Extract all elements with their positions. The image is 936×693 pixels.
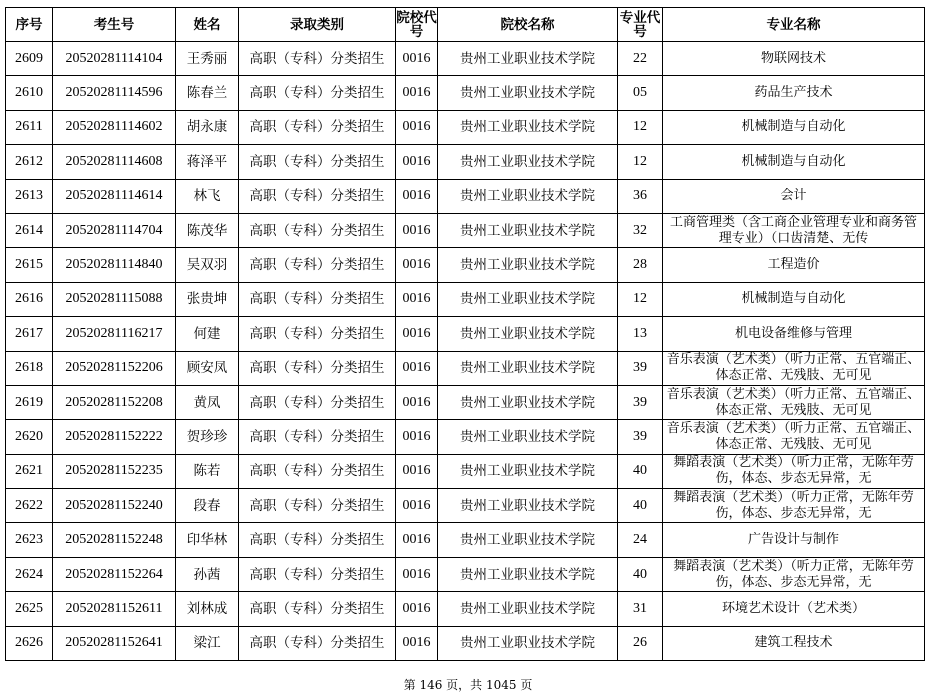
name-cell: 贺珍珍 [176,420,239,454]
table-row [6,317,925,351]
table-body [6,42,925,661]
exam-no-cell: 20520281114608 [53,145,176,179]
major-name-text: 药品生产技术 [754,85,833,101]
school-code-cell: 0016 [396,454,438,488]
category-cell: 高职（专科）分类招生 [239,351,396,385]
category-cell: 高职（专科）分类招生 [239,248,396,282]
major-name-text: 物联网技术 [760,50,826,66]
table-row [6,523,925,557]
major-name-text: 机械制造与自动化 [741,119,846,135]
school-code-cell: 0016 [396,385,438,419]
major-name-cell [663,145,925,179]
name-cell: 张贵坤 [176,282,239,316]
exam-no-cell: 20520281152641 [53,626,176,660]
page-footer: 第 146 页，共 1045 页 [403,678,533,692]
school-name-cell: 贵州工业职业技术学院 [438,626,618,660]
major-name-text: 音乐表演（艺术类）（听力正常、五官端正、体态正常、无残肢、无可见 [666,352,921,384]
school-name-cell: 贵州工业职业技术学院 [438,557,618,591]
major-code-cell: 39 [618,420,663,454]
table-row [6,592,925,626]
school-code-cell: 0016 [396,248,438,282]
category-cell: 高职（专科）分类招生 [239,145,396,179]
seq-cell: 2616 [6,282,53,316]
table-row [6,145,925,179]
table-row [6,557,925,591]
admission-table [5,7,925,661]
major-code-cell: 26 [618,626,663,660]
seq-cell: 2622 [6,489,53,523]
school-code-cell: 0016 [396,592,438,626]
school-name-cell: 贵州工业职业技术学院 [438,523,618,557]
major-code-cell: 40 [618,557,663,591]
seq-cell: 2609 [6,42,53,76]
name-cell: 孙茜 [176,557,239,591]
major-name-cell [663,385,925,419]
category-cell: 高职（专科）分类招生 [239,523,396,557]
header-school-name: 院校名称 [438,8,618,42]
seq-cell: 2625 [6,592,53,626]
school-name-cell: 贵州工业职业技术学院 [438,213,618,247]
category-cell: 高职（专科）分类招生 [239,626,396,660]
exam-no-cell: 20520281114602 [53,110,176,144]
seq-cell: 2610 [6,76,53,110]
school-code-cell: 0016 [396,523,438,557]
name-cell: 王秀丽 [176,42,239,76]
seq-cell: 2624 [6,557,53,591]
category-cell: 高职（专科）分类招生 [239,110,396,144]
exam-no-cell: 20520281114104 [53,42,176,76]
name-cell: 吴双羽 [176,248,239,282]
major-name-cell [663,557,925,591]
exam-no-cell: 20520281114614 [53,179,176,213]
exam-no-cell: 20520281152235 [53,454,176,488]
name-cell: 印华林 [176,523,239,557]
major-name-cell [663,454,925,488]
major-name-cell [663,179,925,213]
category-cell: 高职（专科）分类招生 [239,317,396,351]
category-cell: 高职（专科）分类招生 [239,489,396,523]
major-name-text: 工商管理类（含工商企业管理专业和商务管理专业）（口齿清楚、无传 [669,214,917,246]
major-name-text: 舞蹈表演（艺术类）（听力正常，无陈年劳伤，体态、步态无异常，无 [673,489,914,521]
exam-no-cell: 20520281152206 [53,351,176,385]
category-cell: 高职（专科）分类招生 [239,179,396,213]
school-name-cell: 贵州工业职业技术学院 [438,76,618,110]
exam-no-cell: 20520281114596 [53,76,176,110]
major-code-cell: 12 [618,145,663,179]
major-code-cell: 13 [618,317,663,351]
name-cell: 胡永康 [176,110,239,144]
category-cell: 高职（专科）分类招生 [239,420,396,454]
table-row [6,42,925,76]
exam-no-cell: 20520281152611 [53,592,176,626]
school-name-cell: 贵州工业职业技术学院 [438,489,618,523]
major-code-cell: 40 [618,454,663,488]
school-name-cell: 贵州工业职业技术学院 [438,385,618,419]
major-code-cell: 28 [618,248,663,282]
major-code-cell: 05 [618,76,663,110]
major-name-text: 建筑工程技术 [754,635,833,651]
school-code-cell: 0016 [396,179,438,213]
school-code-cell: 0016 [396,76,438,110]
seq-cell: 2614 [6,213,53,247]
exam-no-cell: 20520281152240 [53,489,176,523]
major-code-cell: 22 [618,42,663,76]
major-name-text: 机械制造与自动化 [741,291,846,307]
seq-cell: 2617 [6,317,53,351]
school-name-cell: 贵州工业职业技术学院 [438,592,618,626]
school-name-cell: 贵州工业职业技术学院 [438,454,618,488]
name-cell: 段春 [176,489,239,523]
exam-no-cell: 20520281152222 [53,420,176,454]
major-code-cell: 40 [618,489,663,523]
major-code-cell: 36 [618,179,663,213]
header-category: 录取类别 [239,8,396,42]
major-name-cell [663,110,925,144]
exam-no-cell: 20520281116217 [53,317,176,351]
header-seq: 序号 [6,8,53,42]
header-major-name: 专业名称 [663,8,925,42]
name-cell: 林飞 [176,179,239,213]
table-row [6,110,925,144]
table-row [6,282,925,316]
school-code-cell: 0016 [396,282,438,316]
major-name-text: 工程造价 [767,257,820,273]
school-code-cell: 0016 [396,317,438,351]
major-name-cell [663,592,925,626]
exam-no-cell: 20520281152208 [53,385,176,419]
major-name-cell [663,420,925,454]
major-name-text: 机电设备维修与管理 [734,325,852,341]
school-name-cell: 贵州工业职业技术学院 [438,420,618,454]
major-name-cell [663,213,925,247]
school-code-cell: 0016 [396,557,438,591]
school-name-cell: 贵州工业职业技术学院 [438,42,618,76]
category-cell: 高职（专科）分类招生 [239,42,396,76]
major-code-cell: 31 [618,592,663,626]
seq-cell: 2612 [6,145,53,179]
table-row [6,213,925,247]
major-name-cell [663,282,925,316]
table-row [6,489,925,523]
exam-no-cell: 20520281152264 [53,557,176,591]
major-name-cell [663,248,925,282]
major-name-text: 广告设计与制作 [747,532,839,548]
major-name-text: 音乐表演（艺术类）（听力正常、五官端正、体态正常、无残肢、无可见 [666,386,921,418]
seq-cell: 2615 [6,248,53,282]
name-cell: 顾安凤 [176,351,239,385]
seq-cell: 2619 [6,385,53,419]
major-name-cell [663,317,925,351]
header-school-code: 院校代号 [396,9,437,40]
table-row [6,420,925,454]
exam-no-cell: 20520281152248 [53,523,176,557]
seq-cell: 2613 [6,179,53,213]
header-exam-no: 考生号 [53,8,176,42]
category-cell: 高职（专科）分类招生 [239,385,396,419]
seq-cell: 2618 [6,351,53,385]
school-name-cell: 贵州工业职业技术学院 [438,248,618,282]
school-name-cell: 贵州工业职业技术学院 [438,317,618,351]
category-cell: 高职（专科）分类招生 [239,454,396,488]
name-cell: 蒋泽平 [176,145,239,179]
table-row [6,454,925,488]
major-code-cell: 12 [618,282,663,316]
school-code-cell: 0016 [396,626,438,660]
school-name-cell: 贵州工业职业技术学院 [438,179,618,213]
seq-cell: 2620 [6,420,53,454]
name-cell: 陈春兰 [176,76,239,110]
major-code-cell: 39 [618,351,663,385]
major-name-text: 会计 [780,188,807,204]
seq-cell: 2623 [6,523,53,557]
school-code-cell: 0016 [396,145,438,179]
exam-no-cell: 20520281115088 [53,282,176,316]
school-code-cell: 0016 [396,420,438,454]
major-name-text: 舞蹈表演（艺术类）（听力正常，无陈年劳伤，体态、步态无异常，无 [673,455,914,487]
school-code-cell: 0016 [396,351,438,385]
school-name-cell: 贵州工业职业技术学院 [438,282,618,316]
major-code-cell: 24 [618,523,663,557]
school-code-cell: 0016 [396,42,438,76]
table-row [6,351,925,385]
seq-cell: 2621 [6,454,53,488]
header-name: 姓名 [176,8,239,42]
name-cell: 何建 [176,317,239,351]
name-cell: 陈若 [176,454,239,488]
school-name-cell: 贵州工业职业技术学院 [438,145,618,179]
table-row [6,385,925,419]
table-row [6,76,925,110]
exam-no-cell: 20520281114704 [53,213,176,247]
table-row [6,626,925,660]
major-name-text: 环境艺术设计（艺术类） [721,600,865,616]
name-cell: 刘林成 [176,592,239,626]
exam-no-cell: 20520281114840 [53,248,176,282]
header-row [6,8,925,42]
major-name-text: 机械制造与自动化 [741,153,846,169]
category-cell: 高职（专科）分类招生 [239,282,396,316]
major-name-text: 舞蹈表演（艺术类）（听力正常，无陈年劳伤，体态、步态无异常，无 [673,558,914,590]
header-major-code: 专业代号 [618,8,663,42]
category-cell: 高职（专科）分类招生 [239,557,396,591]
major-name-cell [663,523,925,557]
school-code-cell: 0016 [396,213,438,247]
school-name-cell: 贵州工业职业技术学院 [438,110,618,144]
major-name-cell [663,42,925,76]
category-cell: 高职（专科）分类招生 [239,592,396,626]
table-row [6,179,925,213]
school-name-cell: 贵州工业职业技术学院 [438,351,618,385]
major-name-cell [663,626,925,660]
major-name-text: 音乐表演（艺术类）（听力正常、五官端正、体态正常、无残肢、无可见 [666,420,921,452]
major-code-cell: 39 [618,385,663,419]
seq-cell: 2626 [6,626,53,660]
major-name-cell [663,351,925,385]
seq-cell: 2611 [6,110,53,144]
name-cell: 陈茂华 [176,213,239,247]
name-cell: 梁江 [176,626,239,660]
table-row [6,248,925,282]
school-code-cell: 0016 [396,110,438,144]
name-cell: 黄凤 [176,385,239,419]
category-cell: 高职（专科）分类招生 [239,213,396,247]
major-name-cell [663,489,925,523]
major-name-cell [663,76,925,110]
category-cell: 高职（专科）分类招生 [239,76,396,110]
major-code-cell: 32 [618,213,663,247]
major-code-cell: 12 [618,110,663,144]
school-code-cell: 0016 [396,489,438,523]
